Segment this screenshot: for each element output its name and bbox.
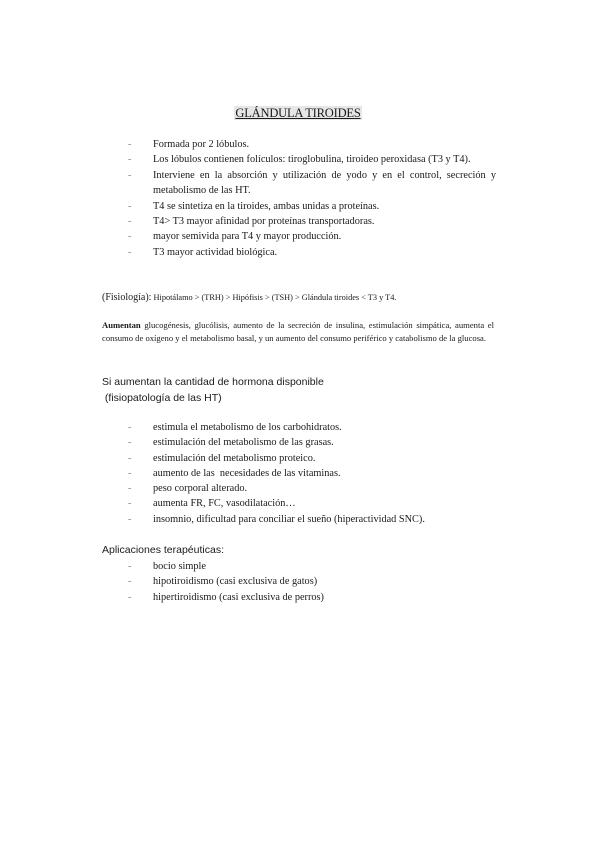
bullet-icon: - xyxy=(128,513,132,525)
bullet-icon: - xyxy=(128,591,132,603)
physiology-text: Hipotálamo > (TRH) > Hipófisis > (TSH) > Glándula tiroides < T3 y T4. xyxy=(151,293,397,302)
list-item: - T3 mayor actividad biológica. xyxy=(128,245,496,260)
bullet-icon: - xyxy=(128,422,132,433)
effects-bold-label: Aumentan xyxy=(102,320,141,330)
effects-text: glucogénesis, glucólisis, aumento de la secreción de insulina, estimulación simpática, aumenta el consumo de oxígeno y el metabolismo basal, y un aumento del consumo periférico y catabolismo de la glucosa. xyxy=(102,320,494,343)
bullet-icon: - xyxy=(128,452,132,464)
bullet-icon: - xyxy=(128,231,132,243)
list-item: - estimulación del metabolismo proteico. xyxy=(128,451,496,466)
bullet-icon: - xyxy=(128,576,132,588)
bullet-icon: - xyxy=(128,216,132,228)
list-item: - peso corporal alterado. xyxy=(128,481,496,496)
heading-line-1: Si aumentan la cantidad de hormona disponible xyxy=(102,376,324,388)
document-title-wrap xyxy=(0,104,596,122)
bullet-icon: - xyxy=(128,200,132,212)
list-item: - estimulación del metabolismo de las grasas. xyxy=(128,435,496,450)
physiology-line xyxy=(102,292,396,303)
therapeutic-list xyxy=(128,559,496,605)
heading-line-2: (fisiopatología de las HT) xyxy=(102,391,222,404)
bullet-icon: - xyxy=(128,169,132,181)
bullet-icon: - xyxy=(128,498,132,510)
list-item: - Interviene en la absorción y utilización de yodo y en el control, secreción y metabolismo de las HT. xyxy=(128,169,496,197)
list-item: - insomnio, dificultad para conciliar el sueño (hiperactividad SNC). xyxy=(128,512,496,527)
list-item: - aumenta FR, FC, vasodilatación… xyxy=(128,496,496,511)
pathophysiology-heading xyxy=(102,375,324,406)
list-item: - Formada por 2 lóbulos. xyxy=(128,137,496,152)
bullet-icon: - xyxy=(128,467,132,479)
bullet-icon: - xyxy=(128,154,132,166)
bullet-icon: - xyxy=(128,437,132,449)
bullet-icon: - xyxy=(128,246,132,258)
list-item: - mayor semivida para T4 y mayor producción. xyxy=(128,229,496,244)
list-item: - bocio simple xyxy=(128,559,496,574)
thyroid-facts-list xyxy=(128,137,496,260)
bullet-icon: - xyxy=(128,561,132,572)
list-item: - T4> T3 mayor afinidad por proteínas transportadoras. xyxy=(128,214,496,229)
list-item: - Los lóbulos contienen folículos: tiroglobulina, tiroideo peroxidasa (T3 y T4). xyxy=(128,152,496,167)
pathophysiology-list xyxy=(128,420,496,527)
therapeutic-heading: Aplicaciones terapéuticas: xyxy=(102,544,224,556)
bullet-icon: - xyxy=(128,139,132,150)
document-title: GLÁNDULA TIROIDES xyxy=(235,106,361,120)
physiology-label: (Fisiología): xyxy=(102,292,152,303)
bullet-icon: - xyxy=(128,483,132,495)
list-item: - hipotiroidismo (casi exclusiva de gatos) xyxy=(128,574,496,589)
effects-paragraph xyxy=(102,319,494,345)
list-item: - estimula el metabolismo de los carbohidratos. xyxy=(128,420,496,435)
list-item: - hipertiroidismo (casi exclusiva de perros) xyxy=(128,590,496,605)
list-item: - T4 se sintetiza en la tiroides, ambas unidas a proteínas. xyxy=(128,199,496,214)
list-item: - aumento de las necesidades de las vitaminas. xyxy=(128,466,496,481)
